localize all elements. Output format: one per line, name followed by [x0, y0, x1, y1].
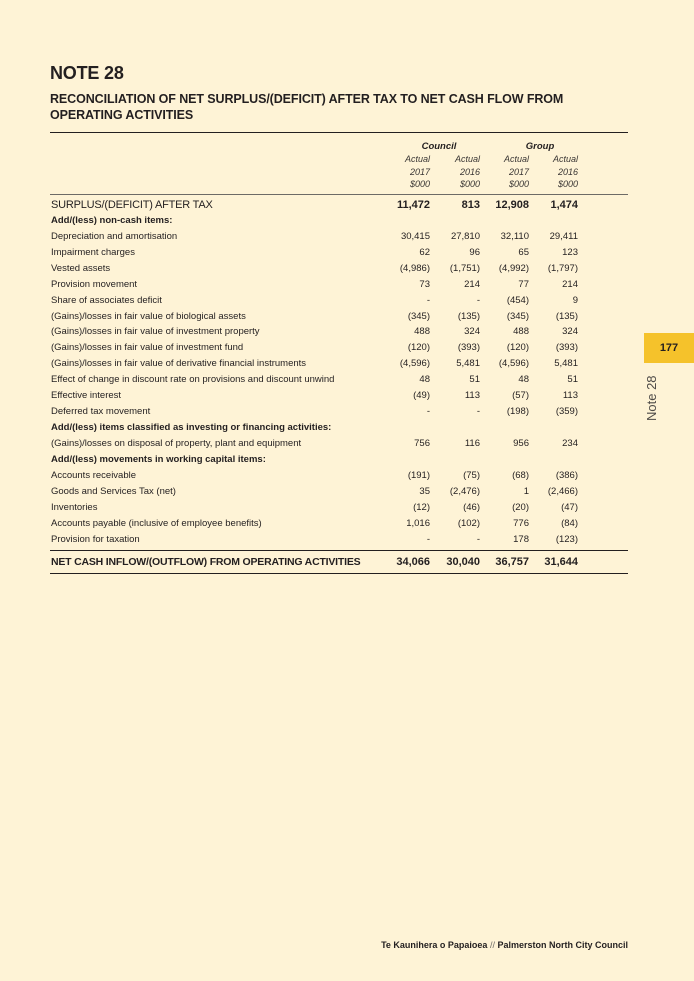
row-value: 776: [513, 517, 529, 529]
row-value: 77: [518, 278, 529, 290]
column-header: [479, 153, 529, 191]
column-header: [430, 153, 480, 191]
row-value: -: [426, 533, 430, 545]
row-value: 488: [414, 326, 430, 338]
row-label: Deferred tax movement: [51, 406, 151, 418]
table-row: [50, 245, 580, 261]
row-label: (Gains)/losses in fair value of biological assets: [51, 310, 246, 322]
row-value: (102): [457, 517, 480, 529]
table-row: [50, 388, 580, 404]
group-header-group: Group: [525, 141, 555, 152]
table-row: [50, 452, 580, 468]
total-value: 31,644: [544, 556, 578, 568]
row-label: Effective interest: [51, 390, 122, 402]
row-value: 27,810: [450, 230, 480, 242]
row-value: 48: [419, 374, 430, 386]
row-value: -: [476, 533, 480, 545]
column-header-line: Actual: [552, 154, 578, 164]
row-label: Provision for taxation: [51, 533, 140, 545]
row-value: 5,481: [554, 358, 578, 370]
row-value: (12): [413, 501, 430, 513]
column-header-line: 2016: [459, 166, 480, 177]
table-row: [50, 261, 580, 277]
row-value: (75): [463, 469, 480, 481]
row-value: (49): [413, 390, 430, 402]
table-row: [50, 340, 580, 356]
top-rule: [50, 132, 628, 133]
row-value: (191): [407, 469, 430, 481]
row-value: (68): [512, 469, 529, 481]
footer: [381, 940, 628, 950]
total-label: NET CASH INFLOW/(OUTFLOW) FROM OPERATING ACTIVITIES: [51, 556, 361, 568]
row-value: 29,411: [549, 230, 578, 242]
row-value: (454): [506, 294, 529, 306]
column-header-line: Actual: [503, 154, 529, 164]
row-value: 30,415: [400, 230, 430, 242]
row-value: 1,016: [406, 517, 430, 529]
footer-maori-name: Te Kaunihera o Papaioea: [381, 940, 488, 950]
table-row: [50, 532, 580, 548]
row-value: 65: [518, 246, 529, 258]
row-value: (57): [512, 390, 529, 402]
total-row: [50, 554, 580, 570]
row-value: 113: [464, 390, 480, 402]
row-value: 116: [464, 437, 480, 449]
header-rule: [50, 194, 628, 195]
row-value: (135): [555, 310, 578, 322]
row-value: (120): [506, 342, 529, 354]
column-header-line: $000: [459, 179, 480, 189]
row-value: (345): [506, 310, 529, 322]
table-row: [50, 229, 580, 245]
table-row: [50, 309, 580, 325]
row-label: Add/(less) items classified as investing or financing activities:: [51, 422, 332, 433]
row-value: 35: [419, 485, 430, 497]
row-value: 12,908: [495, 199, 529, 211]
row-value: (4,992): [498, 262, 529, 274]
row-value: (1,797): [547, 262, 578, 274]
row-value: 51: [567, 374, 578, 386]
row-value: (2,476): [449, 485, 480, 497]
column-header: [528, 153, 578, 191]
row-value: (386): [555, 469, 578, 481]
column-header: [380, 153, 430, 191]
row-value: -: [476, 406, 480, 418]
table-row: [50, 356, 580, 372]
row-value: 11,472: [396, 199, 430, 211]
row-label: Accounts receivable: [51, 469, 137, 481]
row-value: (20): [512, 501, 529, 513]
table-row: [50, 372, 580, 388]
column-header-line: Actual: [454, 154, 480, 164]
row-value: (4,596): [498, 358, 529, 370]
row-value: (359): [555, 406, 578, 418]
row-value: 234: [562, 437, 578, 449]
table-row: [50, 484, 580, 500]
row-value: (46): [463, 501, 480, 513]
row-value: -: [426, 294, 430, 306]
column-header-line: $000: [409, 179, 430, 189]
row-value: (120): [407, 342, 430, 354]
table-row: [50, 293, 580, 309]
column-header-line: $000: [508, 179, 529, 189]
row-value: (345): [407, 310, 430, 322]
row-value: 113: [562, 390, 578, 402]
row-value: -: [476, 294, 480, 306]
row-value: (4,596): [399, 358, 430, 370]
row-label: (Gains)/losses in fair value of investment fund: [51, 342, 244, 354]
column-header-line: $000: [557, 179, 578, 189]
table-row: [50, 213, 580, 229]
table-row: [50, 500, 580, 516]
row-label: Add/(less) movements in working capital items:: [51, 453, 266, 465]
note-title: NOTE 28: [50, 63, 124, 83]
table-row: [50, 324, 580, 340]
row-value: 5,481: [456, 358, 480, 370]
row-value: 51: [469, 374, 480, 386]
row-value: (198): [506, 406, 529, 418]
row-value: 813: [461, 199, 480, 211]
row-value: (135): [457, 310, 480, 322]
footer-english-name: Palmerston North City Council: [497, 940, 628, 950]
row-label: Accounts payable (inclusive of employee benefits): [51, 517, 262, 529]
row-label: Depreciation and amortisation: [51, 230, 178, 242]
row-value: 214: [464, 278, 480, 290]
column-header-line: Actual: [404, 154, 430, 164]
row-value: 9: [572, 294, 578, 306]
row-value: 62: [419, 246, 430, 258]
row-value: (1,751): [449, 262, 480, 274]
row-value: (84): [561, 517, 578, 529]
row-label: Provision movement: [51, 278, 138, 290]
total-bottom-rule: [50, 573, 628, 574]
row-value: 96: [469, 246, 480, 258]
row-value: 324: [562, 326, 578, 338]
row-label: SURPLUS/(DEFICIT) AFTER TAX: [51, 199, 213, 211]
side-note-label: Note 28: [644, 375, 659, 421]
column-header-line: 2017: [409, 166, 430, 177]
column-header-line: 2016: [557, 166, 578, 177]
row-label: (Gains)/losses in fair value of derivative financial instruments: [51, 358, 307, 370]
row-value: 123: [562, 246, 578, 258]
row-value: 73: [419, 278, 430, 290]
row-label: (Gains)/losses in fair value of investment property: [51, 326, 260, 338]
row-value: 1,474: [550, 199, 578, 211]
column-header-line: 2017: [508, 166, 529, 177]
page-number-tab: 177: [644, 333, 694, 363]
footer-separator: //: [489, 940, 495, 950]
group-header-council: Council: [421, 141, 457, 152]
table-row: [50, 468, 580, 484]
table-row: [50, 420, 580, 436]
row-value: 178: [513, 533, 529, 545]
row-value: 488: [513, 326, 529, 338]
table-row: [50, 516, 580, 532]
row-value: 32,110: [500, 230, 529, 242]
row-label: Share of associates deficit: [51, 294, 162, 306]
row-label: Impairment charges: [51, 246, 135, 258]
total-value: 30,040: [446, 556, 480, 568]
row-value: (393): [457, 342, 480, 354]
row-value: (47): [561, 501, 578, 513]
row-label: Effect of change in discount rate on provisions and discount unwind: [51, 374, 335, 386]
row-value: (2,466): [547, 485, 578, 497]
row-value: 324: [464, 326, 480, 338]
total-value: 34,066: [396, 556, 430, 568]
row-label: (Gains)/losses on disposal of property, plant and equipment: [51, 437, 302, 449]
row-value: -: [426, 406, 430, 418]
table-row: [50, 404, 580, 420]
row-value: (123): [555, 533, 578, 545]
row-label: Vested assets: [51, 262, 111, 274]
table-row: [50, 197, 580, 213]
table-row: [50, 277, 580, 293]
total-value: 36,757: [495, 556, 529, 568]
row-label: Goods and Services Tax (net): [51, 485, 176, 497]
total-top-rule: [50, 550, 628, 551]
row-value: (4,986): [399, 262, 430, 274]
row-value: (393): [555, 342, 578, 354]
row-value: 756: [414, 437, 430, 449]
row-value: 214: [562, 278, 578, 290]
row-value: 48: [518, 374, 529, 386]
row-value: 956: [513, 437, 529, 449]
row-label: Add/(less) non-cash items:: [51, 214, 173, 226]
note-subtitle: RECONCILIATION OF NET SURPLUS/(DEFICIT) AFTER TAX TO NET CASH FLOW FROM OPERATING ACTIVITIES: [50, 92, 564, 122]
table-row: [50, 436, 580, 452]
row-value: 1: [523, 485, 529, 497]
row-label: Inventories: [51, 501, 98, 513]
